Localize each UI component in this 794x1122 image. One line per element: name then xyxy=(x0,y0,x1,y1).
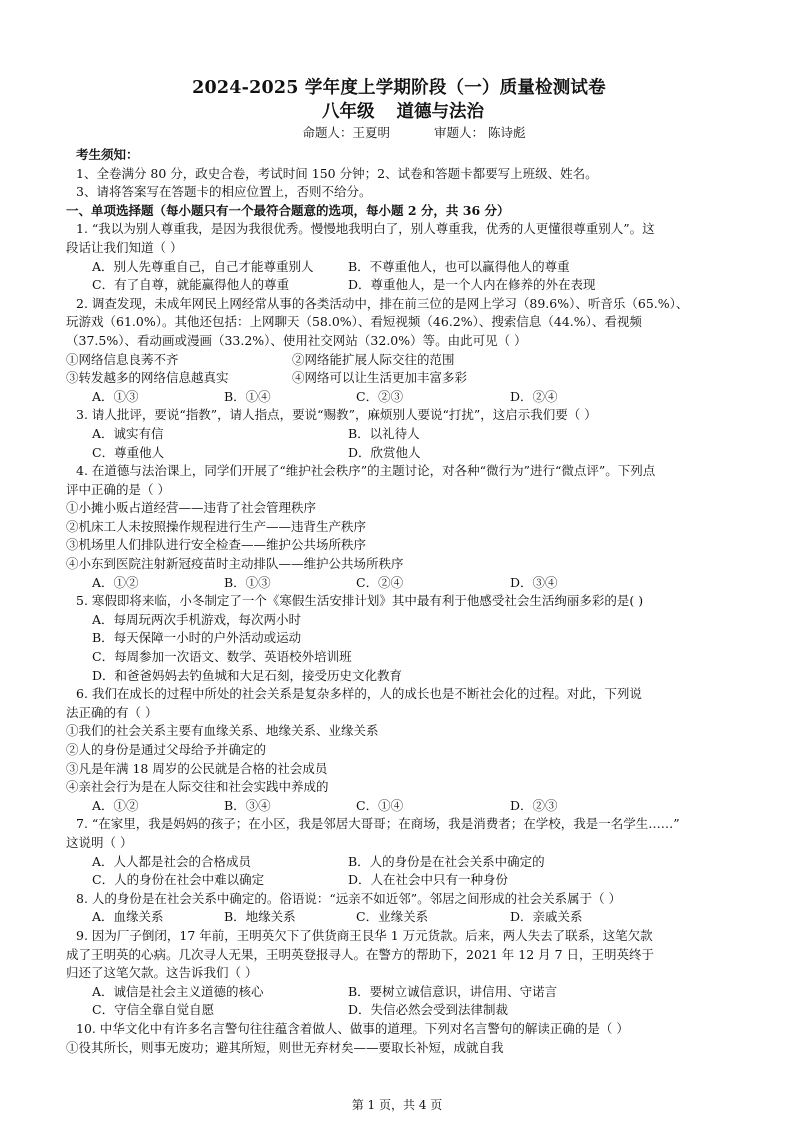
option-d: D．②③ xyxy=(510,797,558,813)
option-a: A．①② xyxy=(92,574,139,590)
question-3-options xyxy=(66,425,732,444)
option-c: C．每周参加一次语文、数学、英语校外培训班 xyxy=(92,649,352,665)
notice-line: 3、请将答案写在答题卡的相应位置上，否则不给分。 xyxy=(76,184,372,200)
statement-item: ①小摊小贩占道经营——违背了社会管理秩序 xyxy=(66,500,317,516)
option-d: D．欣赏他人 xyxy=(348,444,421,460)
option-b: B．以礼待人 xyxy=(348,425,420,441)
option-a: A．人人都是社会的合格成员 xyxy=(92,853,252,869)
grade-subject xyxy=(74,100,732,124)
question-6-stem: 6. 我们在成长的过程中所处的社会关系是复杂多样的，人的成长也是不断社会化的过程。对此，下列说 xyxy=(76,686,642,702)
option-b: B．要树立诚信意识，讲信用、守诺言 xyxy=(348,983,558,999)
question-6-options xyxy=(66,797,732,816)
option-c: C．②④ xyxy=(356,574,404,590)
question-2-items xyxy=(66,369,732,388)
statement-item: ③机场里人们排队进行安全检查——维护公共场所秩序 xyxy=(66,537,367,553)
exam-title: 2024-2025 学年度上学期阶段（一）质量检测试卷 xyxy=(192,78,606,98)
question-2-items xyxy=(66,351,732,370)
question-9-stem: 9. 因为厂子倒闭，17 年前，王明英欠下了供货商王艮华 1 万元货款。后来，两人失去了联系，这笔欠款 xyxy=(76,927,653,943)
statement-item: ②网络能扩展人际交往的范围 xyxy=(292,351,455,367)
statement-item: ②人的身份是通过父母给予并确定的 xyxy=(66,742,267,757)
statement-item: ①我们的社会关系主要有血缘关系、地缘关系、业缘关系 xyxy=(66,723,379,739)
question-1-stem: 1. “我以为别人尊重我，是因为我很优秀。慢慢地我明白了，别人尊重我，优秀的人更懂很尊重别人”。这 xyxy=(76,221,655,237)
question-2-options xyxy=(66,388,732,407)
question-8-options xyxy=(66,908,732,927)
grade-label: 八年级 xyxy=(322,102,375,122)
option-a: A．①② xyxy=(92,797,139,813)
question-7-stem: 这说明（ ） xyxy=(66,834,133,850)
statement-item: ②机床工人未按照操作规程进行生产——违背生产秩序 xyxy=(66,518,367,534)
subject-label: 道德与法治 xyxy=(396,102,484,122)
option-c: C．人的身份在社会中难以确定 xyxy=(92,872,265,888)
notice-line: 1、全卷满分 80 分，政史合卷，考试时间 150 分钟；2、试卷和答题卡都要写上班级、姓名。 xyxy=(76,165,598,181)
reviewer-label: 审题人： 陈诗彪 xyxy=(434,125,526,140)
option-c: C．②③ xyxy=(356,388,404,404)
question-3-options xyxy=(66,444,732,463)
question-7-stem: 7. “在家里，我是妈妈的孩子；在小区，我是邻居大哥哥；在商场，我是消费者；在学校，我是一名学生……” xyxy=(76,816,680,832)
statement-item: ③转发越多的网络信息越真实 xyxy=(66,370,229,386)
question-3-stem: 3. 请人批评，要说“指教”，请人指点，要说“赐教”，麻烦别人要说“打扰”，这启示我们要（ ） xyxy=(76,407,597,423)
option-d: D．③④ xyxy=(510,574,558,590)
question-1-options xyxy=(66,276,732,295)
page-number: 第 1 页，共 4 页 xyxy=(351,1098,443,1112)
setter-label: 命题人：王夏明 xyxy=(302,125,391,140)
statement-item: ④小东到医院注射新冠疫苗时主动排队——维护公共场所秩序 xyxy=(66,556,404,572)
option-b: B．①③ xyxy=(224,574,271,590)
option-d: D．失信必然会受到法律制裁 xyxy=(348,1002,509,1018)
question-1-stem: 段话让我们知道（ ） xyxy=(66,239,183,255)
question-9-options xyxy=(66,983,732,1002)
option-b: B．人的身份是在社会关系中确定的 xyxy=(348,853,545,869)
question-2-stem: 2. 调查发现，未成年网民上网经常从事的各类活动中，排在前三位的是网上学习（89.6%）、听音乐（65.%）、 xyxy=(76,295,689,311)
option-d: D．亲戚关系 xyxy=(510,909,583,925)
option-c: C．有了自尊，就能赢得他人的尊重 xyxy=(92,277,290,293)
question-4-options xyxy=(66,574,732,593)
exam-body xyxy=(66,146,732,1057)
statement-item: ③凡是年满 18 周岁的公民就是合格的社会成员 xyxy=(66,760,328,776)
question-10-stem: 10. 中华文化中有许多名言警句往往蕴含着做人、做事的道理。下列对名言警句的解读正确的是（ ） xyxy=(76,1020,629,1036)
question-6-stem: 法正确的有（ ） xyxy=(66,704,158,720)
option-a: A．别人先尊重自己，自己才能尊重别人 xyxy=(92,258,314,274)
option-b: B．③④ xyxy=(224,797,271,813)
option-a: A．血缘关系 xyxy=(92,909,164,925)
statement-item: ④亲社会行为是在人际交往和社会实践中养成的 xyxy=(66,779,329,795)
option-d: D．人在社会中只有一种身份 xyxy=(348,872,509,888)
option-a: A．诚实有信 xyxy=(92,425,164,441)
option-d: D．②④ xyxy=(510,388,558,404)
option-a: A．诚信是社会主义道德的核心 xyxy=(92,983,264,999)
notice-heading: 考生须知： xyxy=(76,147,139,162)
statement-item: ①网络信息良莠不齐 xyxy=(66,351,179,367)
option-b: B．每天保障一小时的户外活动或运动 xyxy=(92,630,302,646)
option-c: C．尊重他人 xyxy=(92,444,165,460)
option-d: D．和爸爸妈妈去钓鱼城和大足石刻，接受历史文化教育 xyxy=(92,667,403,683)
option-a: A．①③ xyxy=(92,388,139,404)
question-7-options xyxy=(66,853,732,872)
option-a: A．每周玩两次手机游戏，每次两小时 xyxy=(92,611,302,627)
question-2-stem: 玩游戏（61.0%）。其他还包括：上网聊天（58.0%）、看短视频（46.2%）、搜索信息（44.%）、看视频 xyxy=(66,314,642,330)
question-2-stem: （37.5%）、看动画或漫画（33.2%）、使用社交网站（32.0%）等。由此可见（ ） xyxy=(66,332,527,348)
question-4-stem: 评中正确的是（ ） xyxy=(66,481,170,497)
option-b: B．①④ xyxy=(224,388,271,404)
statement-item: ①役其所长，则事无废功；避其所短，则世无弃材矣——要取长补短，成就自我 xyxy=(66,1039,504,1055)
question-4-stem: 4. 在道德与法治课上，同学们开展了“维护社会秩序”的主题讨论，对各种“微行为”进行“微点评”。下列点 xyxy=(76,463,656,479)
question-8-stem: 8. 人的身份是在社会关系中确定的。俗语说：“远亲不如近邻”。邻居之间形成的社会关系属于（ ） xyxy=(76,890,622,906)
question-9-options xyxy=(66,1001,732,1020)
option-c: C．守信全靠自觉自愿 xyxy=(92,1002,215,1018)
option-c: C．①④ xyxy=(356,797,404,813)
question-1-options xyxy=(66,258,732,277)
question-7-options xyxy=(66,871,732,890)
option-b: B．地缘关系 xyxy=(224,909,296,925)
question-5-stem: 5. 寒假即将来临，小冬制定了一个《寒假生活安排计划》其中最有利于他感受社会生活绚丽多彩的是( ) xyxy=(76,593,644,609)
question-9-stem: 成了王明英的心病。几次寻人无果，王明英登报寻人。在警方的帮助下，2021 年 12 月 7 日，王明英终于 xyxy=(66,946,655,962)
statement-item: ④网络可以让生活更加丰富多彩 xyxy=(292,370,468,386)
section-heading: 一、单项选择题（每小题只有一个最符合题意的选项，每小题 2 分，共 36 分） xyxy=(66,202,510,218)
question-9-stem: 归还了这笔欠款。这告诉我们（ ） xyxy=(66,965,258,981)
option-d: D．尊重他人，是一个人内在修养的外在表现 xyxy=(348,277,596,293)
option-b: B．不尊重他人，也可以赢得他人的尊重 xyxy=(348,258,570,274)
option-c: C．业缘关系 xyxy=(356,909,429,925)
authors-line xyxy=(96,124,732,142)
